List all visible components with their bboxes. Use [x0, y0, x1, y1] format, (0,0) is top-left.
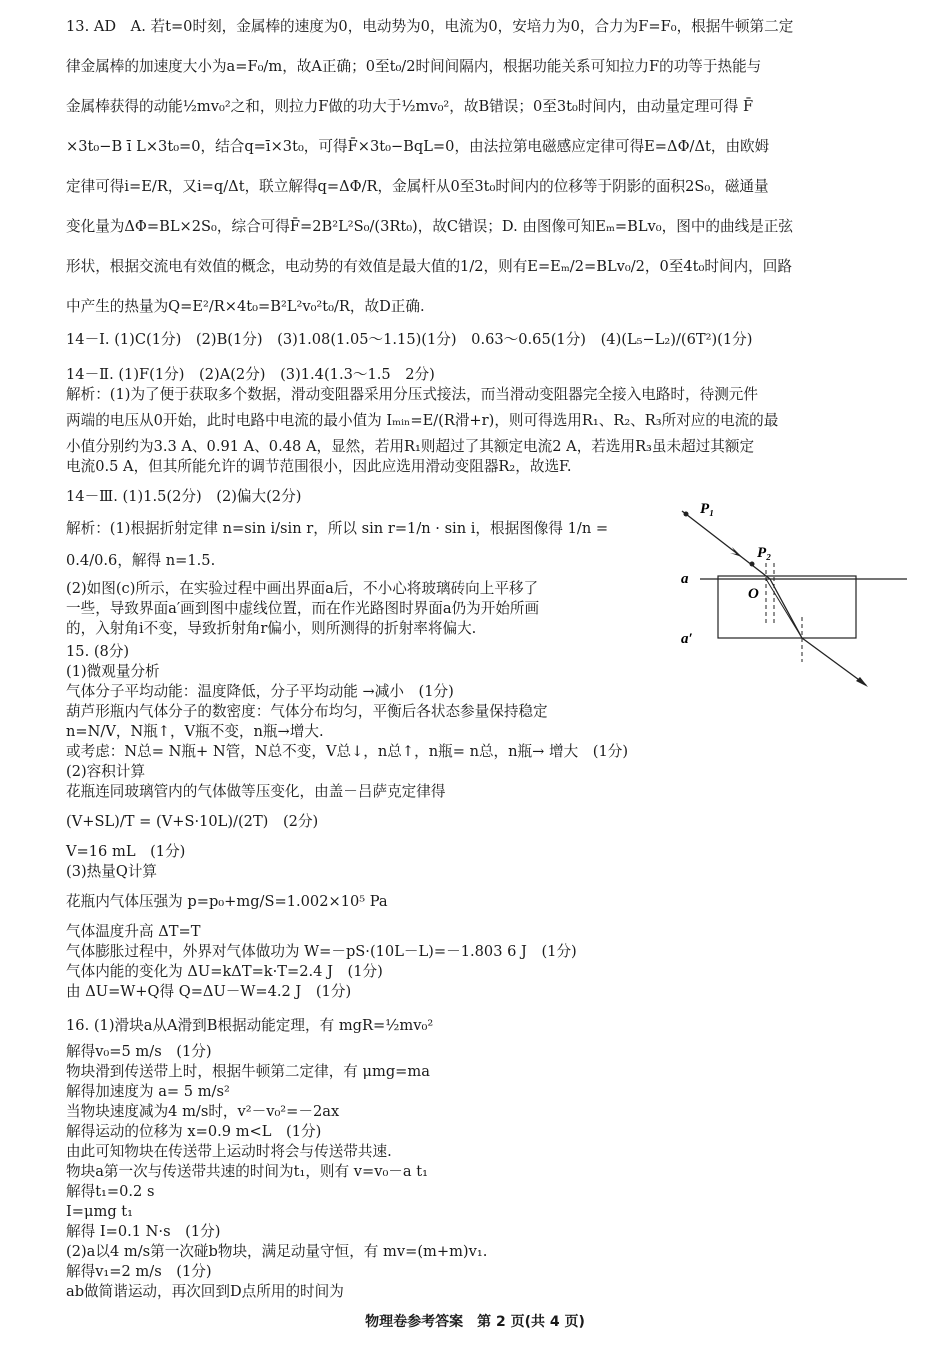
q15-block [66, 642, 908, 1002]
q15-line: 或考虑：N总= N瓶+ N管，N总不变，V总↓，n总↑，n瓶= n总，n瓶→ 增大 (1分) [66, 743, 629, 760]
q16-line: 解得t₁=0.2 s [66, 1183, 155, 1200]
q13-line: ×3t₀−B ī L×3t₀=0，结合q=ī×3t₀，可得F̄×3t₀−BqL=0，由法拉第电磁感应定律可得E=ΔΦ/Δt，由欧姆 [66, 138, 770, 155]
q15-line: 气体膨胀过程中，外界对气体做功为 W=－pS·(10L－L)=－1.803 6 J (1分) [66, 943, 577, 960]
q14-1-line: 14－Ⅰ. (1)C(1分) (2)B(1分) (3)1.08(1.05～1.15)(1分) 0.63～0.65(1分) (4)(L₅−L₂)/(6T²)(1分) [66, 331, 753, 348]
q16-line: (2)a以4 m/s第一次碰b物块，满足动量守恒，有 mv=(m+m)v₁. [66, 1243, 488, 1260]
q15-line: 葫芦形瓶内气体分子的数密度：气体分布均匀，平衡后各状态参量保持稳定 [66, 703, 548, 720]
q16-line: I=μmg t₁ [66, 1203, 134, 1220]
q15-line: 气体分子平均动能：温度降低，分子平均动能 →减小 (1分) [66, 683, 454, 700]
q13-block [66, 7, 908, 327]
label-a-prime: a′ [681, 631, 693, 647]
q15-line: 气体温度升高 ΔT=T [66, 923, 201, 940]
glass-block [718, 576, 856, 638]
q14-3-line: (2)如图(c)所示，在实验过程中画出界面a后，不小心将玻璃砖向上平移了 [66, 580, 539, 597]
q15-line: (1)微观量分析 [66, 663, 160, 680]
q13-line: 变化量为ΔΦ=BL×2S₀，综合可得F̄=2B²L²S₀/(3Rt₀)，故C错误；D. 由图像可知Eₘ=BLv₀，图中的曲线是正弦 [66, 218, 793, 235]
q16-line: ab做简谐运动，再次回到D点所用的时间为 [66, 1283, 344, 1300]
q14-2-line: 电流0.5 A，但其所能允许的调节范围很小，因此应选用滑动变阻器R₂，故选F. [66, 458, 572, 475]
q16-line: 解得 I=0.1 N·s (1分) [66, 1223, 221, 1240]
q14-2-line: 小值分别约为3.3 A、0.91 A、0.48 A，显然，若用R₁则超过了其额定电流2 A，若选用R₃虽未超过其额定 [66, 438, 755, 455]
q14-3-line: 的，入射角i不变，导致折射角r偏小，则所测得的折射率将偏大. [66, 620, 477, 637]
q15-line: 气体内能的变化为 ΔU=kΔT=k·T=2.4 J (1分) [66, 963, 383, 980]
q14-2-line: 14－Ⅱ. (1)F(1分) (2)A(2分) (3)1.4(1.3～1.5 2分) [66, 366, 435, 383]
q14-3-line: 解析：(1)根据折射定律 n=sin i/sin r，所以 sin r=1/n · sin i，根据图像得 1/n = [66, 520, 609, 537]
q16-line: 解得v₁=2 m/s (1分) [66, 1263, 212, 1280]
q14-2-line: 两端的电压从0开始，此时电路中电流的最小值为 Iₘᵢₙ=E/(R滑+r)，则可得选用R₁、R₂、R₃所对应的电流的最 [66, 412, 779, 429]
q14-3-line: 一些，导致界面a′画到图中虚线位置，而在作光路图时界面a仍为开始所画 [66, 600, 540, 617]
pin-p2 [750, 562, 755, 567]
q14-2-block [66, 365, 908, 477]
q14-3-line: 14－Ⅲ. (1)1.5(2分) (2)偏大(2分) [66, 488, 302, 505]
q16-line: 由此可知物块在传送带上运动时将会与传送带共速. [66, 1143, 392, 1160]
label-p2: P₂ [757, 545, 772, 561]
label-p1: P₁ [700, 501, 715, 517]
q13-line: 律金属棒的加速度大小为a=F₀/m，故A正确；0至t₀/2时间间隔内，根据功能关系可知拉力F的功等于热能与 [66, 58, 762, 75]
q15-line: (2)容积计算 [66, 763, 146, 780]
q15-line: n=N/V，N瓶↑，V瓶不变，n瓶→增大. [66, 723, 324, 740]
q16-line: 解得加速度为 a= 5 m/s² [66, 1083, 230, 1100]
q14-3-line: 0.4/0.6，解得 n=1.5. [66, 552, 216, 569]
q16-line: 16. (1)滑块a从A滑到B根据动能定理，有 mgR=½mv₀² [66, 1017, 434, 1034]
q15-line: (3)热量Q计算 [66, 863, 158, 880]
refracted-ray [766, 579, 802, 638]
q15-line: (V+SL)/T = (V+S·10L)/(2T) (2分) [66, 813, 319, 830]
q13-line: 定律可得i=E/R，又i=q/Δt，联立解得q=ΔΦ/R，金属杆从0至3t₀时间内的位移等于阴影的面积2S₀，磁通量 [66, 178, 769, 195]
q14-1-block [66, 330, 908, 350]
q16-line: 当物块速度减为4 m/s时，v²－v₀²=－2ax [66, 1103, 340, 1120]
label-o: O [748, 586, 759, 602]
q14-3-block [66, 487, 676, 639]
q13-line: 中产生的热量为Q=E²/R×4t₀=B²L²v₀²t₀/R，故D正确. [66, 298, 425, 315]
q13-line: 13. AD A. 若t=0时刻，金属棒的速度为0，电动势为0，电流为0，安培力为0，合力为F=F₀，根据牛顿第二定 [66, 18, 794, 35]
q13-line: 形状，根据交流电有效值的概念，电动势的有效值是最大值的1/2，则有E=Eₘ/2=BLv₀/2，0至4t₀时间内，回路 [66, 258, 792, 275]
q15-line: 由 ΔU=W+Q得 Q=ΔU－W=4.2 J (1分) [66, 983, 352, 1000]
q15-line: V=16 mL (1分) [66, 843, 186, 860]
pin-p1 [684, 512, 689, 517]
q14-2-line: 解析：(1)为了便于获取多个数据，滑动变阻器采用分压式接法，而当滑动变阻器完全接入电路时，待测元件 [66, 386, 758, 403]
refracted-ray [770, 579, 802, 638]
q16-line: 解得运动的位移为 x=0.9 m<L (1分) [66, 1123, 322, 1140]
q15-line: 15. (8分) [66, 643, 130, 660]
q16-line: 解得v₀=5 m/s (1分) [66, 1043, 212, 1060]
label-a: a [681, 571, 689, 587]
q16-line: 物块滑到传送带上时，根据牛顿第二定律，有 μmg=ma [66, 1063, 430, 1080]
q13-line: 金属棒获得的动能½mv₀²之和，则拉力F做的功大于½mv₀²，故B错误；0至3t₀时间内，由动量定理可得 F̄ [66, 98, 754, 115]
q15-line: 花瓶连同玻璃管内的气体做等压变化，由盖－吕萨克定律得 [66, 783, 446, 800]
arrow-head [730, 547, 742, 557]
page-footer: 物理卷参考答案 第 2 页(共 4 页) [365, 1314, 585, 1330]
q16-line: 物块a第一次与传送带共速的时间为t₁，则有 v=v₀－a t₁ [66, 1163, 428, 1180]
q16-block [66, 1010, 908, 1302]
q15-line: 花瓶内气体压强为 p=p₀+mg/S=1.002×10⁵ Pa [66, 893, 388, 910]
